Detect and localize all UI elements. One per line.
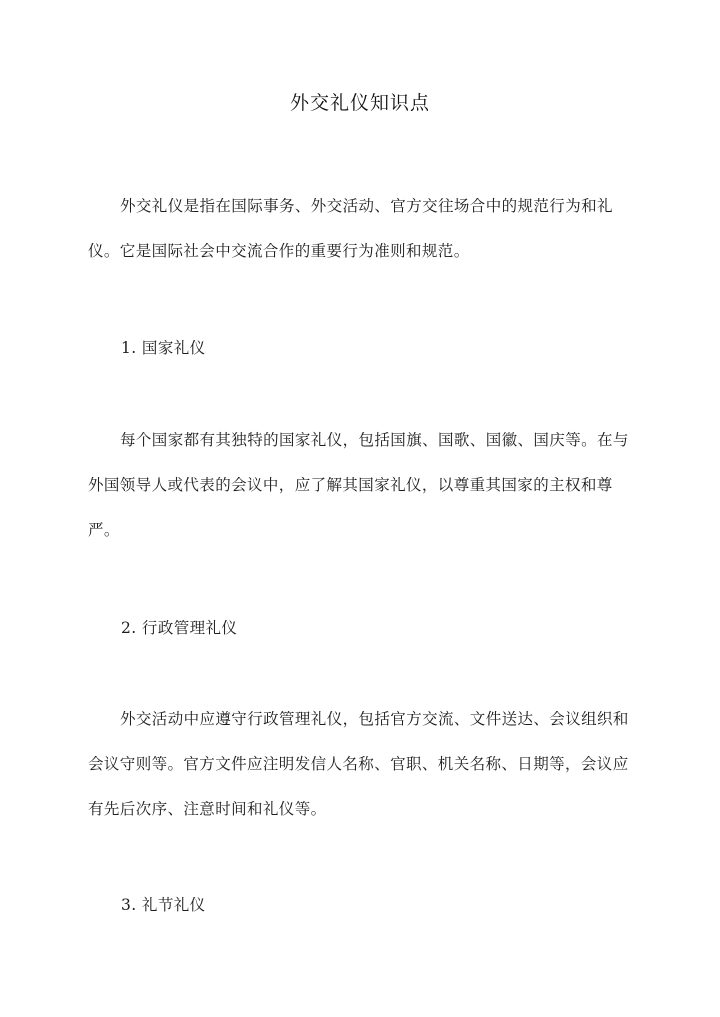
section-3-heading: 3. 礼节礼仪 bbox=[121, 896, 206, 914]
section-2-paragraph: 外交活动中应遵守行政管理礼仪，包括官方交流、文件送达、会议组织和会议守则等。官方文件应注明发信人名称、官职、机关名称、日期等，会议应有先后次序、注意时间和礼仪等。 bbox=[88, 710, 629, 818]
document-title: 外交礼仪知识点 bbox=[289, 92, 430, 114]
section-1-paragraph: 每个国家都有其独特的国家礼仪，包括国旗、国歌、国徽、国庆等。在与外国领导人或代表的会议中，应了解其国家礼仪，以尊重其国家的主权和尊严。 bbox=[88, 431, 629, 539]
section-1-heading: 1. 国家礼仪 bbox=[121, 339, 206, 357]
section-2-heading: 2. 行政管理礼仪 bbox=[121, 619, 238, 637]
intro-paragraph: 外交礼仪是指在国际事务、外交活动、官方交往场合中的规范行为和礼仪。它是国际社会中交流合作的重要行为准则和规范。 bbox=[88, 197, 613, 260]
